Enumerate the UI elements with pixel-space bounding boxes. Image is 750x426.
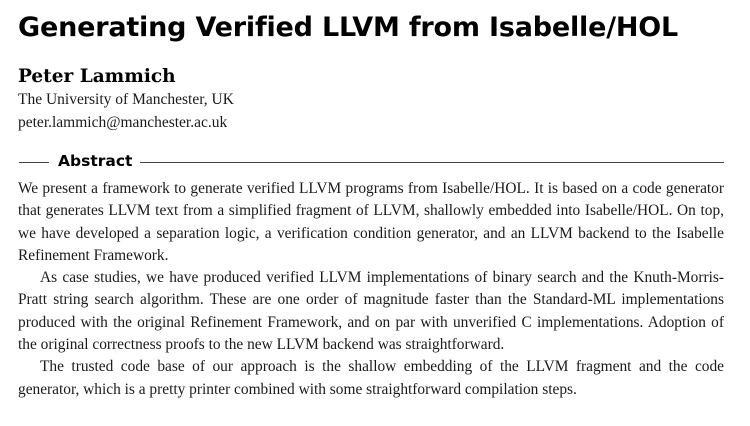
abstract-heading: Abstract — [58, 152, 133, 170]
abstract-body — [18, 178, 724, 401]
author-affiliation: The University of Manchester, UK — [18, 91, 234, 108]
abstract-header — [18, 152, 724, 172]
abstract-rule-left — [19, 162, 49, 163]
paper-title: Generating Verified LLVM from Isabelle/HOL — [18, 12, 679, 43]
abstract-paragraph-2: As case studies, we have produced verified LLVM implementations of binary search and the Knuth-Morris-Pratt string search algorithm. These are one order of magnitude faster than the Standard-ML implementations produced with the original Refinement Framework, and on par with unverified C implementations. Adoption of the original correctness proofs to the new LLVM backend was straightforward. — [18, 269, 724, 354]
abstract-rule-right — [140, 162, 724, 163]
abstract-paragraph-1: We present a framework to generate verified LLVM programs from Isabelle/HOL. It is based on a code generator that generates LLVM text from a simplified fragment of LLVM, shallowly embedded into Isabelle/HOL. On top, we have developed a separation logic, a verification condition generator, and an LLVM backend to the Isabelle Refinement Framework. — [18, 180, 724, 264]
author-email: peter.lammich@manchester.ac.uk — [18, 114, 228, 131]
abstract-paragraph-3: The trusted code base of our approach is the shallow embedding of the LLVM fragment and the code generator, which is a pretty printer combined with some straightforward compilation steps. — [18, 358, 724, 398]
paper-page — [18, 0, 724, 426]
author-name: Peter Lammich — [18, 66, 176, 87]
